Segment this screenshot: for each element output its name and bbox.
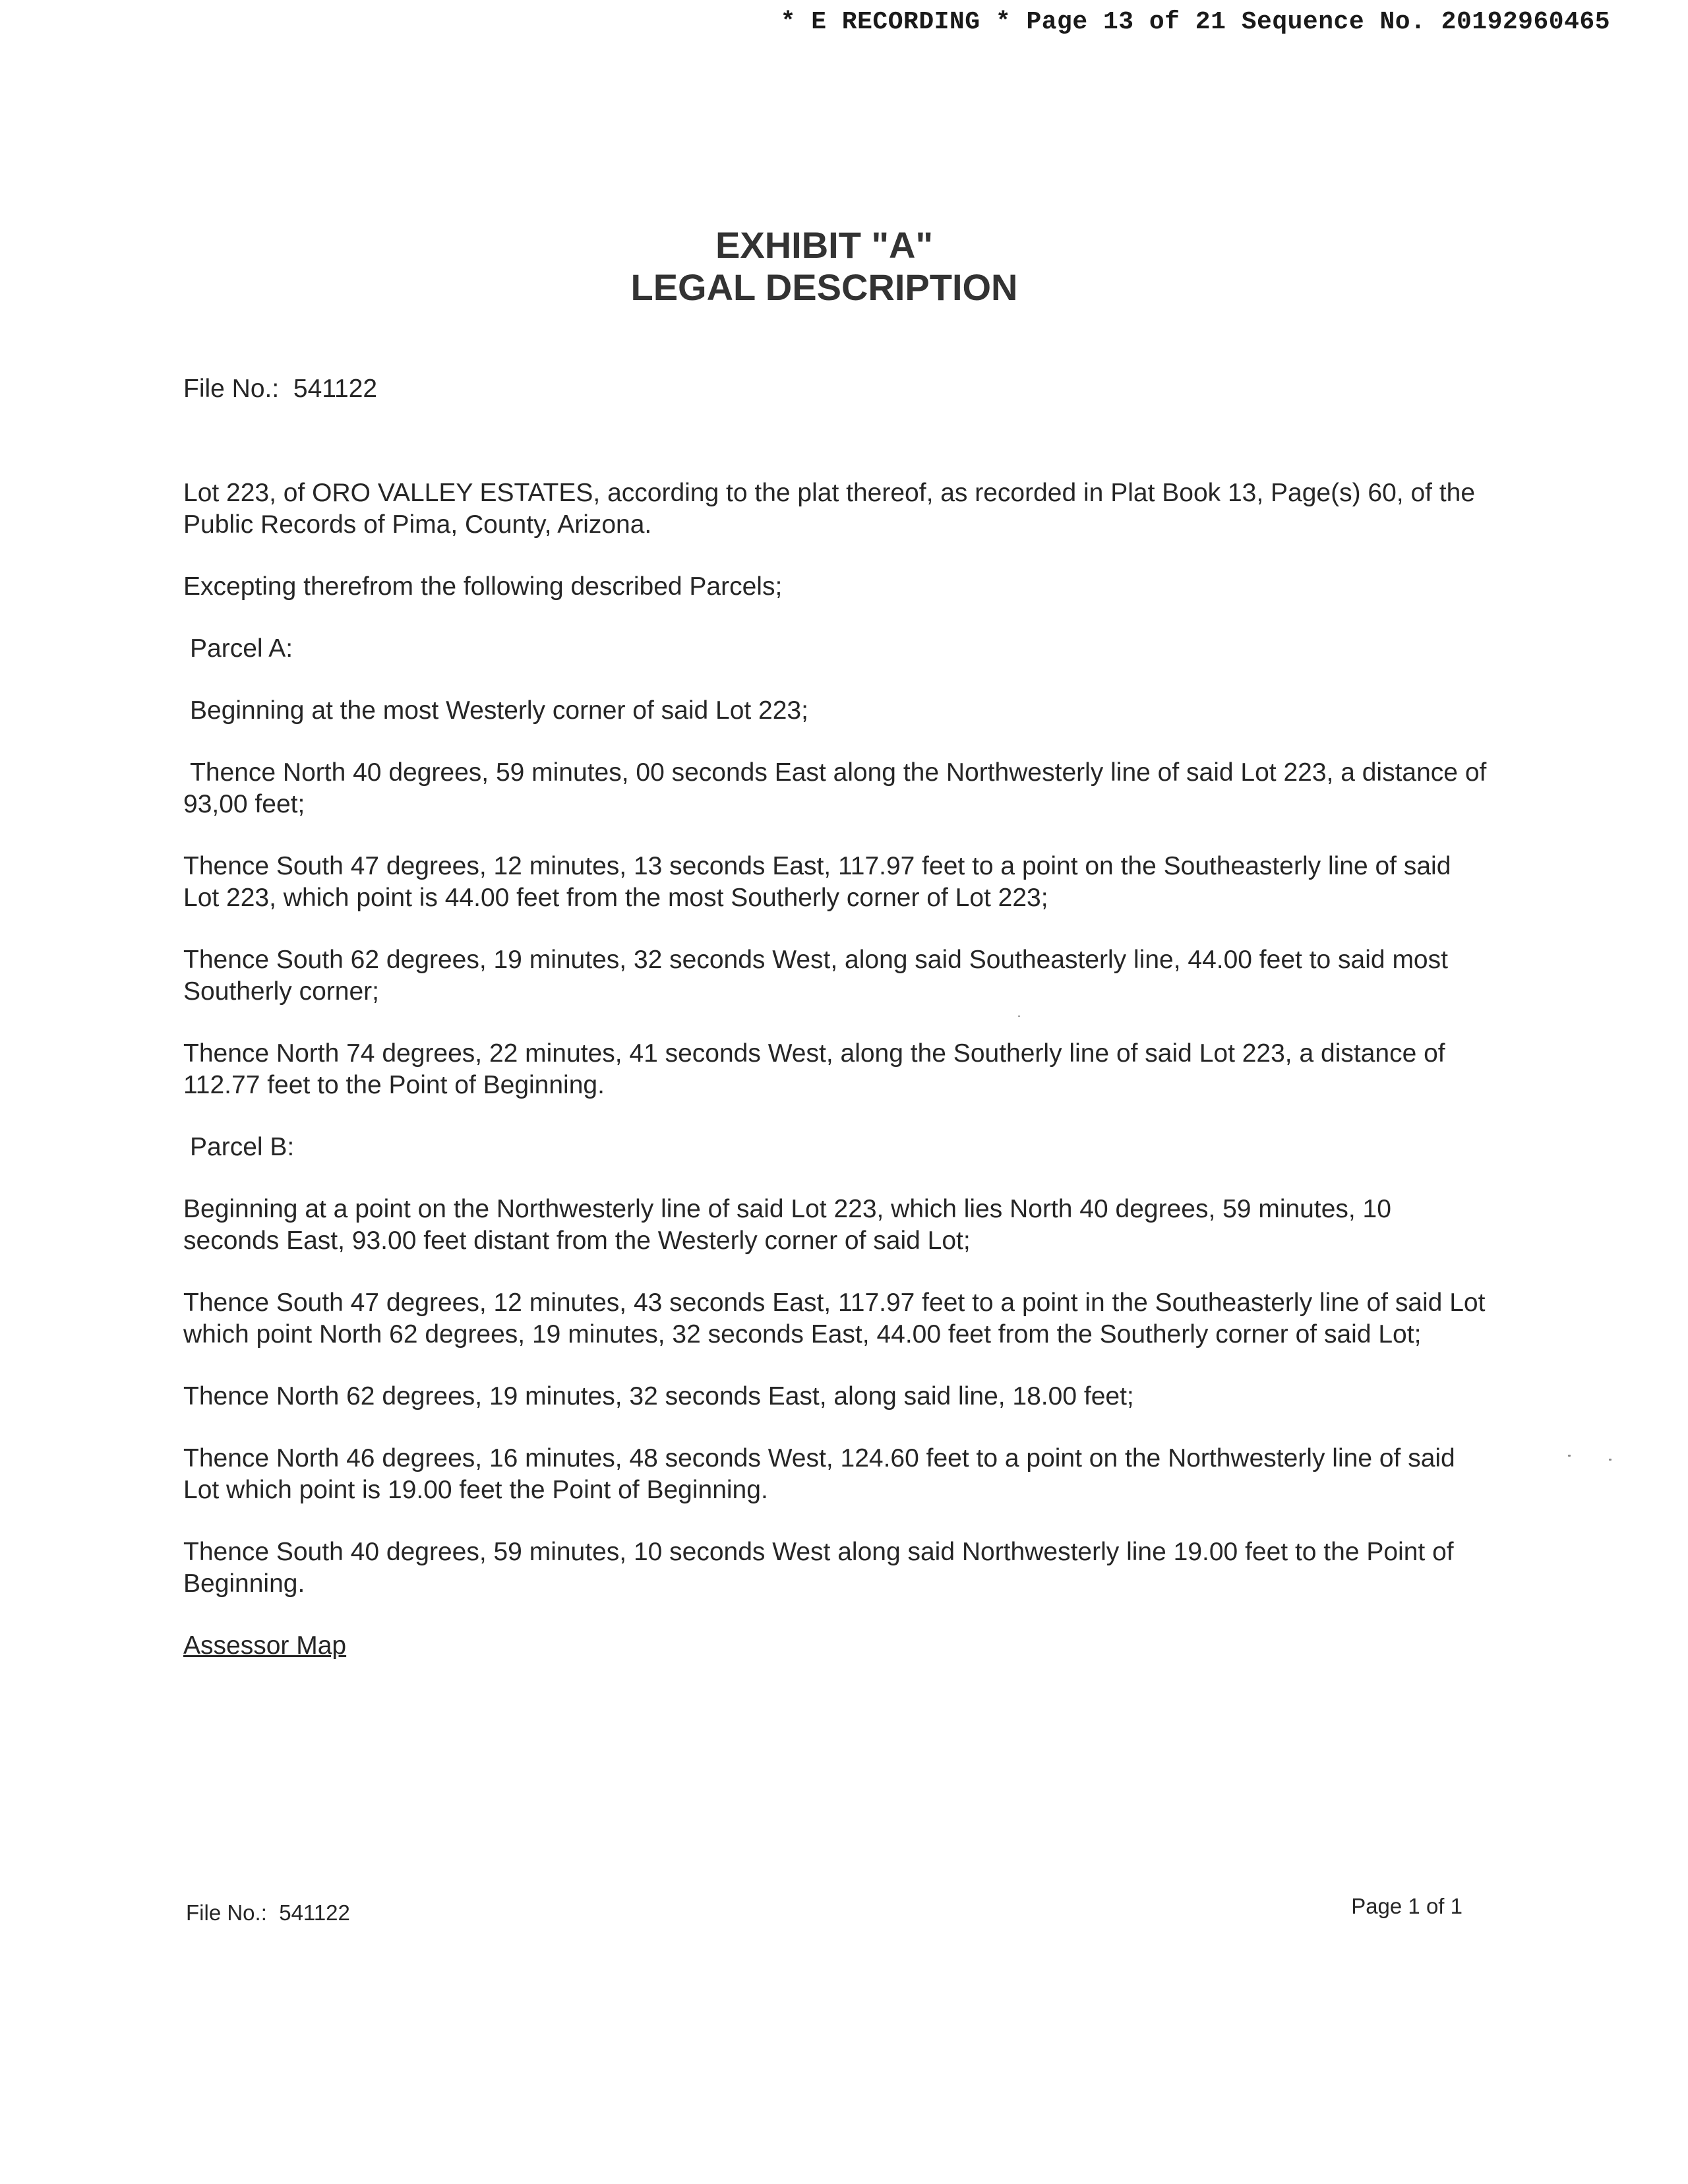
- file-number: [183, 373, 1489, 405]
- footer-file-number-value: 541122: [279, 1900, 350, 1925]
- parcel-b-course-1: Thence South 47 degrees, 12 minutes, 43 seconds East, 117.97 feet to a point in the Southeasterly line of said Lot which point North 62 degrees, 19 minutes, 32 seconds East, 44.00 feet from the Southerly corner of said Lot;: [183, 1289, 1486, 1349]
- file-number-label: File No.:: [183, 375, 280, 403]
- parcel-a-course-2: Thence South 47 degrees, 12 minutes, 13 seconds East, 117.97 feet to a point on the Southeasterly line of said Lot 223, which point is 44.00 feet from the most Southerly corner of Lot 223;: [183, 852, 1451, 912]
- parcel-b-course-3: Thence North 46 degrees, 16 minutes, 48 seconds West, 124.60 feet to a point on the Northwesterly line of said Lot which point is 19.00 feet the Point of Beginning.: [183, 1444, 1455, 1504]
- footer-page-number: Page 1 of 1: [1351, 1894, 1462, 1918]
- parcel-b-beginning: Beginning at a point on the Northwesterly line of said Lot 223, which lies North 40 degrees, 59 minutes, 10 seconds East, 93.00 feet distant from the Westerly corner of said Lot;: [183, 1195, 1391, 1255]
- parcel-b-heading: Parcel B:: [190, 1133, 295, 1161]
- assessor-map-row: [183, 1630, 1489, 1662]
- parcel-a-heading: Parcel A:: [190, 634, 293, 663]
- parcel-a-beginning: Beginning at the most Westerly corner of said Lot 223;: [190, 696, 808, 725]
- parcel-a-course-3: Thence South 62 degrees, 19 minutes, 32 seconds West, along said Southeasterly line, 44.00 feet to said most Southerly corner;: [183, 946, 1448, 1006]
- lot-paragraph: Lot 223, of ORO VALLEY ESTATES, according to the plat thereof, as recorded in Plat Book 13, Page(s) 60, of the Public Records of Pima, County, Arizona.: [183, 479, 1476, 539]
- scan-speck: [1568, 1455, 1571, 1457]
- footer-file-number: [186, 1900, 350, 1926]
- exhibit-title-line1: EXHIBIT "A": [715, 224, 933, 266]
- exhibit-title-line2: LEGAL DESCRIPTION: [630, 266, 1018, 308]
- excepting-paragraph: Excepting therefrom the following described Parcels;: [183, 572, 783, 601]
- legal-description-body: [183, 373, 1489, 1692]
- scan-speck: [1018, 1016, 1020, 1017]
- parcel-b-course-2: Thence North 62 degrees, 19 minutes, 32 seconds East, along said line, 18.00 feet;: [183, 1382, 1134, 1410]
- recording-header: * E RECORDING * Page 13 of 21 Sequence No. 20192960465: [780, 8, 1610, 36]
- exhibit-title: [0, 224, 1648, 309]
- parcel-a-course-1-text: Thence North 40 degrees, 59 minutes, 00 seconds East along the Northwesterly line of said Lot 223, a distance of 93,00 feet;: [183, 758, 1487, 818]
- footer-file-number-label: File No.:: [186, 1900, 267, 1925]
- scan-speck: [1609, 1459, 1612, 1461]
- assessor-map-link[interactable]: Assessor Map: [183, 1631, 347, 1660]
- parcel-b-course-4: Thence South 40 degrees, 59 minutes, 10 seconds West along said Northwesterly line 19.00 feet to the Point of Beginning.: [183, 1538, 1454, 1598]
- file-number-value: 541122: [293, 375, 378, 403]
- parcel-a-course-1: [183, 757, 1489, 820]
- parcel-a-course-4: Thence North 74 degrees, 22 minutes, 41 seconds West, along the Southerly line of said Lot 223, a distance of 112.77 feet to the Point of Beginning.: [183, 1039, 1445, 1099]
